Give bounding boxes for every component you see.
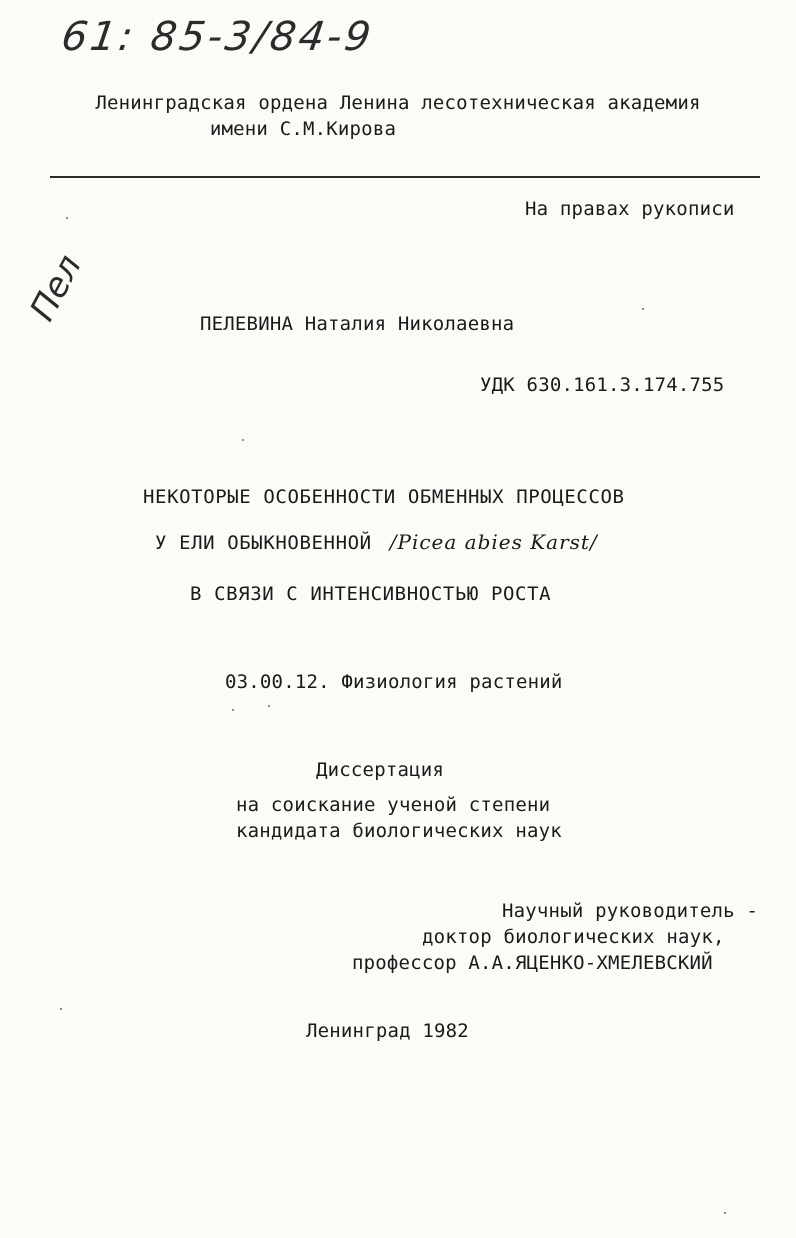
title-line-2: [155, 532, 598, 553]
dissertation-line-1: Диссертация: [316, 759, 445, 781]
title-line-3: В СВЯЗИ С ИНТЕНСИВНОСТЬЮ РОСТА: [190, 583, 552, 605]
scan-speck: [242, 439, 244, 441]
manuscript-note: На правах рукописи: [525, 198, 735, 220]
author-name: ПЕЛЕВИНА Наталия Николаевна: [200, 313, 515, 335]
scan-speck: [60, 1008, 62, 1010]
header-divider: [50, 176, 760, 178]
dissertation-line-2: на соискание ученой степени: [236, 794, 551, 816]
supervisor-line-3: профессор А.А.ЯЦЕНКО-ХМЕЛЕВСКИЙ: [352, 952, 713, 974]
latin-species-name: /Picea abies Karst/: [389, 530, 598, 554]
title-line-2-text: У ЕЛИ ОБЫКНОВЕННОЙ: [155, 532, 372, 554]
supervisor-line-1: Научный руководитель -: [502, 900, 759, 922]
institution-line-1: Ленинградская ордена Ленина лесотехническая академия: [95, 92, 701, 114]
place-year: Ленинград 1982: [306, 1020, 469, 1042]
scan-speck: [66, 217, 68, 219]
dissertation-line-3: кандидата биологических наук: [236, 820, 562, 842]
udk-code: УДК 630.161.3.174.755: [480, 374, 725, 396]
scan-speck: [642, 308, 644, 310]
institution-line-2: имени С.М.Кирова: [209, 118, 397, 140]
specialty: 03.00.12. Физиология растений: [225, 671, 563, 693]
scan-speck: [268, 705, 270, 707]
scan-speck: [232, 709, 234, 711]
supervisor-line-2: доктор биологических наук,: [422, 926, 725, 948]
archive-code: 61: 85-3/84-9: [58, 14, 377, 60]
scan-speck: [724, 1212, 726, 1214]
title-line-1: НЕКОТОРЫЕ ОСОБЕННОСТИ ОБМЕННЫХ ПРОЦЕССОВ: [143, 486, 625, 508]
signature: Пел: [22, 248, 90, 328]
